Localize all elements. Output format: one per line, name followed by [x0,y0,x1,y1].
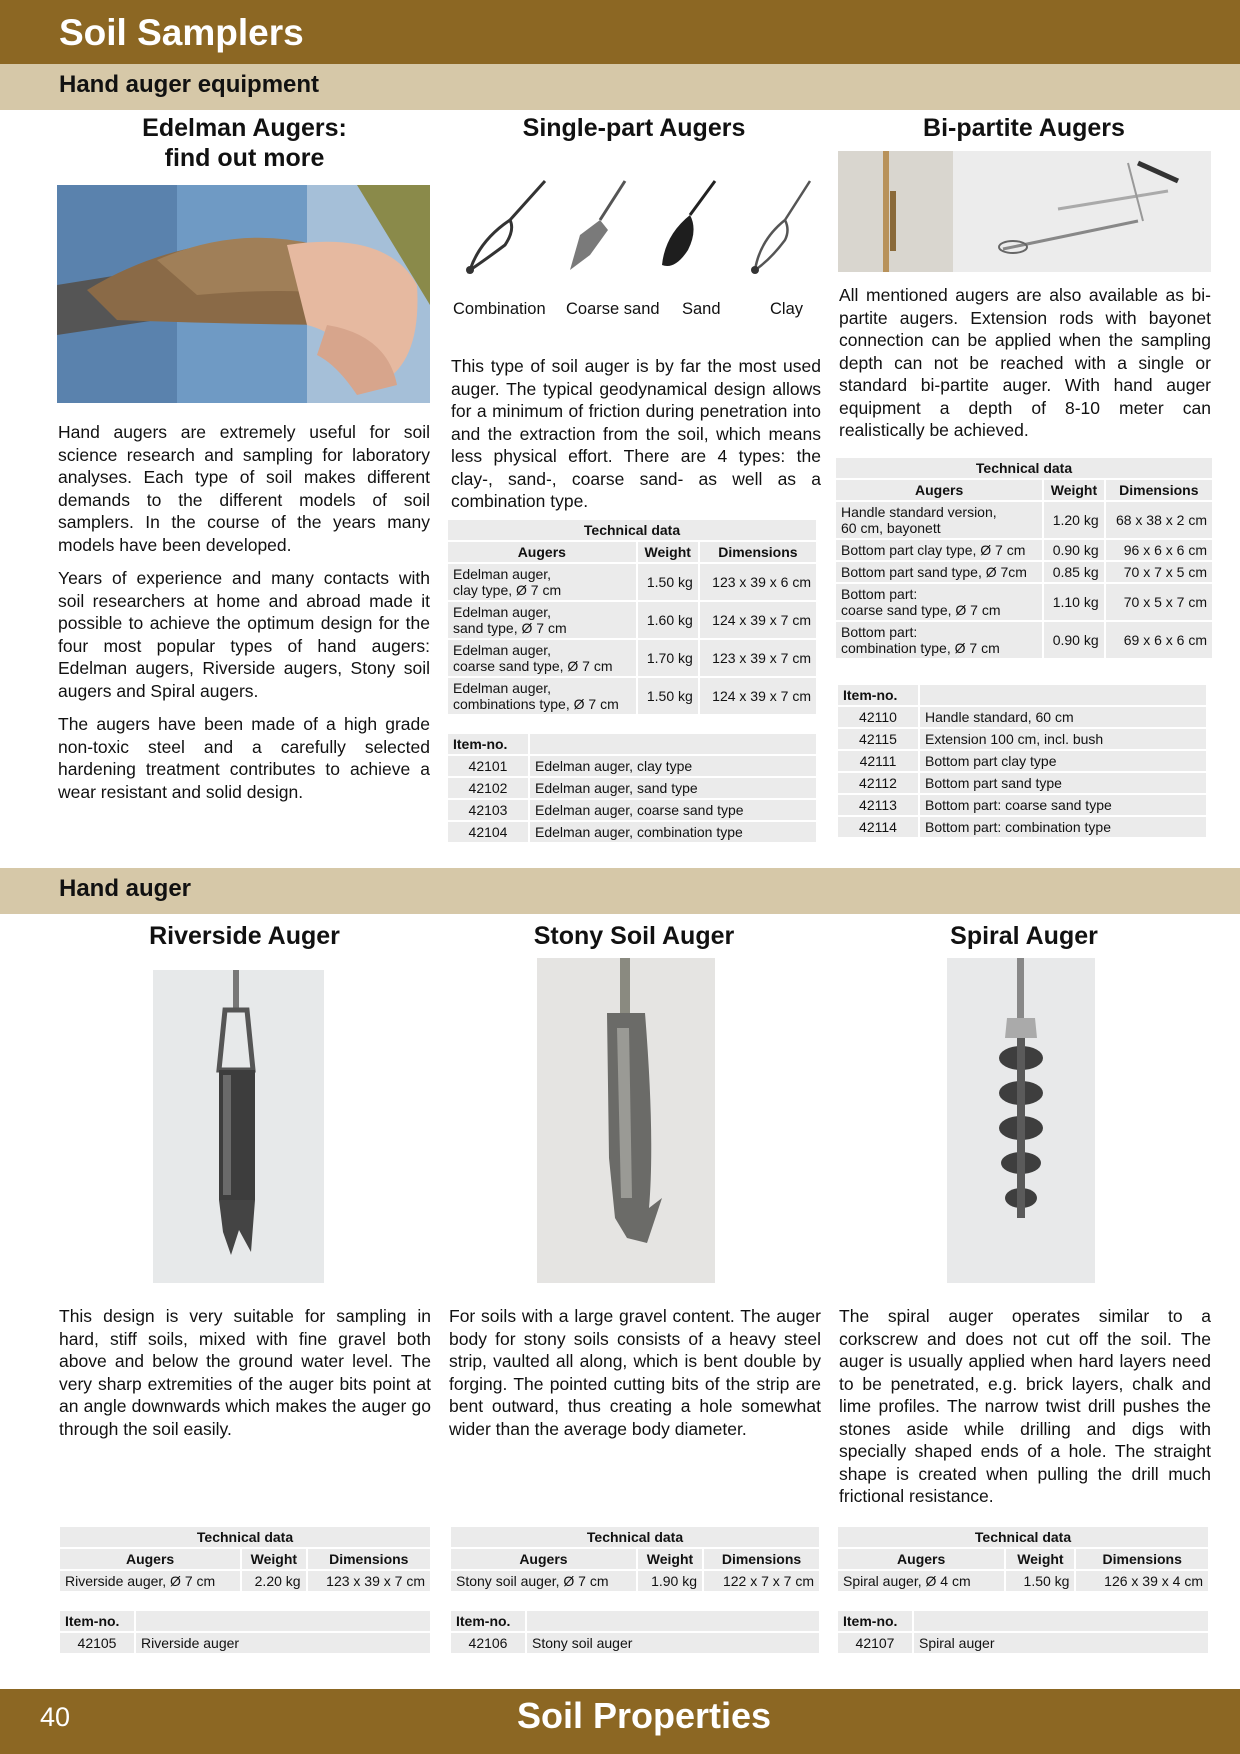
cell-auger: Stony soil auger, Ø 7 cm [451,1571,636,1591]
table-row [451,1633,819,1653]
stony-photo [537,958,715,1283]
caption-clay: Clay [770,300,804,318]
col-weight: Weight [1006,1549,1074,1569]
stony-tech-table [449,1525,821,1593]
cell-item-no: 42101 [448,756,528,776]
cell-dimensions: 68 x 38 x 2 cm [1106,502,1212,538]
tech-heading: Technical data [60,1527,430,1547]
col-weight: Weight [638,1549,702,1569]
header-bar [0,0,1240,64]
edelman-paragraph: Years of experience and many contacts with soil researchers at home and abroad made it possible to achieve the optimum design for the four most popular types of hand augers: Edelman augers, Riverside augers, Stony soil augers and Spiral augers. [58,568,430,701]
section-title-hand-auger: Hand auger [59,875,192,902]
cell-item-no: 42111 [838,751,918,771]
caption-sand: Sand [682,300,721,318]
edelman-text [58,421,430,814]
cell-weight: 0.90 kg [1044,540,1103,560]
table-row [838,817,1206,837]
cell-auger: Edelman auger, [453,566,552,582]
table-row [838,795,1206,815]
spiral-title: Spiral Auger [950,922,1098,950]
cell-item-desc: Handle standard, 60 cm [920,707,1206,727]
cell-weight: 1.60 kg [638,602,698,638]
col-weight: Weight [242,1549,305,1569]
cell-weight: 2.20 kg [242,1571,305,1591]
cell-auger: combination type, Ø 7 cm [841,640,1000,656]
riverside-text [59,1305,431,1451]
riverside-heading [57,921,432,951]
cell-dimensions: 122 x 7 x 7 cm [704,1571,819,1591]
bipartite-heading [836,113,1212,143]
cell-item-desc: Bottom part: coarse sand type [920,795,1206,815]
table-row [60,1633,430,1653]
table-row [838,1571,1208,1591]
edelman-title-line1: Edelman Augers: [142,114,347,142]
cell-item-no: 42113 [838,795,918,815]
cell-item-desc: Spiral auger [914,1633,1208,1653]
table-row [836,562,1212,582]
table-row [838,729,1206,749]
cell-item-no: 42114 [838,817,918,837]
cell-dimensions: 123 x 39 x 6 cm [700,564,816,600]
stony-title: Stony Soil Auger [533,922,735,950]
table-row [448,640,816,676]
table-row [448,602,816,638]
single-title: Single-part Augers [522,114,746,142]
spiral-heading [836,921,1212,951]
riverside-paragraph: This design is very suitable for sampling in hard, stiff soils, mixed with fine gravel both above and below the ground water level. The very sharp extremities of the auger bits point at an angle downwards which makes the auger go through the soil easily. [59,1306,431,1439]
cell-item-no: 42102 [448,778,528,798]
single-heading [448,113,820,143]
spiral-tech-table [836,1525,1210,1593]
section-bar-equipment [0,64,1240,110]
cell-item-no: 42112 [838,773,918,793]
cell-auger: Bottom part clay type, Ø 7 cm [836,540,1042,560]
tech-heading: Technical data [836,458,1212,478]
table-row [836,622,1212,658]
cell-dimensions: 123 x 39 x 7 cm [700,640,816,676]
cell-auger: coarse sand type, Ø 7 cm [841,602,1001,618]
cell-auger: Riverside auger, Ø 7 cm [60,1571,240,1591]
edelman-paragraph: Hand augers are extremely useful for soil science research and sampling for laboratory analyses. Each type of soil makes different demands to the different models of soil samplers. In the course of the years many models have been developed. [58,422,430,555]
col-weight: Weight [1044,480,1103,500]
edelman-photo [57,185,430,403]
single-paragraph: This type of soil auger is by far the most used auger. The typical geodynamical design allows for a minimum of friction during penetration into and the extraction from the soil, which means less physical effort. There are 4 types: the clay-, sand-, coarse sand- as well as a combination type. [451,356,821,511]
cell-dimensions: 123 x 39 x 7 cm [308,1571,430,1591]
spiral-paragraph: The spiral auger operates similar to a corkscrew and does not cut off the soil. The auger is usually applied when hard layers need to be penetrated, e.g. brick layers, chalk and lime profiles. The narrow twist drill pushes the stones aside while drilling and digs with specially shaped ends of a hole. The straight shape is created when pulling the drill much frictional resistance. [839,1306,1211,1506]
cell-item-desc: Edelman auger, clay type [530,756,816,776]
cell-item-desc: Edelman auger, combination type [530,822,816,842]
cell-item-desc: Stony soil auger [527,1633,819,1653]
edelman-heading [57,113,432,173]
single-captions [450,300,820,322]
table-row [451,1571,819,1591]
table-row [448,756,816,776]
single-tech-table [446,518,818,716]
stony-heading [448,921,820,951]
cell-item-desc: Edelman auger, sand type [530,778,816,798]
cell-item-no: 42107 [838,1633,912,1653]
caption-coarse-sand: Coarse sand [566,300,660,318]
cell-item-no: 42105 [60,1633,134,1653]
cell-item-no: 42106 [451,1633,525,1653]
section-bar-hand-auger [0,868,1240,914]
spiral-text [839,1305,1211,1519]
bipartite-tech-table [834,456,1214,660]
page-number: 40 [40,1702,71,1732]
item-heading: Item-no. [838,1611,912,1631]
section-title-equipment: Hand auger equipment [59,71,320,98]
item-heading: Item-no. [60,1611,134,1631]
spiral-photo [947,958,1095,1283]
cell-auger: Edelman auger, [453,604,552,620]
cell-weight: 1.70 kg [638,640,698,676]
cell-auger: combinations type, Ø 7 cm [453,696,619,712]
cell-dimensions: 124 x 39 x 7 cm [700,678,816,714]
cell-dimensions: 70 x 7 x 5 cm [1106,562,1212,582]
item-heading: Item-no. [448,734,528,754]
col-augers: Augers [60,1549,240,1569]
table-row [448,822,816,842]
footer-title: Soil Properties [516,1695,772,1736]
cell-item-no: 42115 [838,729,918,749]
table-row [838,751,1206,771]
single-item-table [446,732,818,844]
table-row [448,800,816,820]
col-augers: Augers [451,1549,636,1569]
cell-dimensions: 124 x 39 x 7 cm [700,602,816,638]
cell-item-no: 42104 [448,822,528,842]
col-dimensions: Dimensions [700,542,816,562]
cell-item-desc: Bottom part: combination type [920,817,1206,837]
cell-auger: Handle standard version, [841,504,997,520]
tech-heading: Technical data [451,1527,819,1547]
cell-auger: Edelman auger, [453,642,552,658]
table-row [448,678,816,714]
cell-auger: 60 cm, bayonett [841,520,941,536]
cell-item-desc: Riverside auger [136,1633,430,1653]
table-row [838,1633,1208,1653]
cell-auger: Bottom part sand type, Ø 7cm [836,562,1042,582]
cell-dimensions: 70 x 5 x 7 cm [1106,584,1212,620]
spiral-item-table [836,1609,1210,1655]
riverside-tech-table [58,1525,432,1593]
col-dimensions: Dimensions [704,1549,819,1569]
cell-item-desc: Extension 100 cm, incl. bush [920,729,1206,749]
col-augers: Augers [836,480,1042,500]
tech-heading: Technical data [838,1527,1208,1547]
caption-combination: Combination [453,300,546,318]
cell-weight: 0.90 kg [1044,622,1103,658]
cell-dimensions: 126 x 39 x 4 cm [1076,1571,1208,1591]
stony-text [449,1305,821,1451]
cell-auger: coarse sand type, Ø 7 cm [453,658,613,674]
col-dimensions: Dimensions [1106,480,1212,500]
cell-weight: 0.85 kg [1044,562,1103,582]
cell-weight: 1.90 kg [638,1571,702,1591]
cell-item-no: 42110 [838,707,918,727]
cell-auger: clay type, Ø 7 cm [453,582,562,598]
table-row [448,778,816,798]
cell-item-desc: Bottom part sand type [920,773,1206,793]
table-row [838,773,1206,793]
table-row [838,707,1206,727]
bipartite-title: Bi-partite Augers [923,114,1125,142]
cell-auger: Bottom part: [841,586,918,602]
cell-weight: 1.50 kg [638,564,698,600]
cell-auger: sand type, Ø 7 cm [453,620,567,636]
single-augers-photo [450,175,820,285]
cell-dimensions: 96 x 6 x 6 cm [1106,540,1212,560]
tech-heading: Technical data [448,520,816,540]
col-dimensions: Dimensions [1076,1549,1208,1569]
footer-bar [0,1689,1240,1754]
riverside-title: Riverside Auger [149,922,340,950]
item-heading: Item-no. [451,1611,525,1631]
cell-weight: 1.20 kg [1044,502,1103,538]
col-augers: Augers [448,542,636,562]
cell-item-no: 42103 [448,800,528,820]
stony-paragraph: For soils with a large gravel content. The auger body for stony soils consists of a heavy steel strip, vaulted all along, which is bent double by forging. The pointed cutting bits of the strip are bent outward, thus creating a hole somewhat wider than the average body diameter. [449,1306,821,1439]
cell-dimensions: 69 x 6 x 6 cm [1106,622,1212,658]
cell-weight: 1.50 kg [638,678,698,714]
col-weight: Weight [638,542,698,562]
bipartite-paragraph: All mentioned augers are also available as bi-partite augers. Extension rods with bayonet connection can be applied when the sampling depth can not be reached with a single or standard bi-partite auger. With hand auger equipment a depth of 8-10 meter can realistically be achieved. [839,285,1211,440]
stony-item-table [449,1609,821,1655]
riverside-photo [153,970,324,1283]
cell-auger: Edelman auger, [453,680,552,696]
bipartite-photo [838,151,1211,272]
item-heading: Item-no. [838,685,918,705]
bipartite-item-table [836,683,1208,839]
cell-item-desc: Edelman auger, coarse sand type [530,800,816,820]
col-dimensions: Dimensions [308,1549,430,1569]
table-row [836,502,1212,538]
col-augers: Augers [838,1549,1004,1569]
riverside-item-table [58,1609,432,1655]
bipartite-text [839,284,1211,453]
cell-weight: 1.50 kg [1006,1571,1074,1591]
table-row [448,564,816,600]
edelman-paragraph: The augers have been made of a high grade non-toxic steel and a carefully selected hardening treatment contributes to achieve a wear resistant and solid design. [58,714,430,802]
table-row [836,540,1212,560]
cell-weight: 1.10 kg [1044,584,1103,620]
cell-auger: Bottom part: [841,624,918,640]
table-row [60,1571,430,1591]
table-row [836,584,1212,620]
cell-auger: Spiral auger, Ø 4 cm [838,1571,1004,1591]
edelman-title-line2: find out more [164,144,325,172]
page-title: Soil Samplers [59,12,304,53]
single-text [451,355,821,524]
cell-item-desc: Bottom part clay type [920,751,1206,771]
